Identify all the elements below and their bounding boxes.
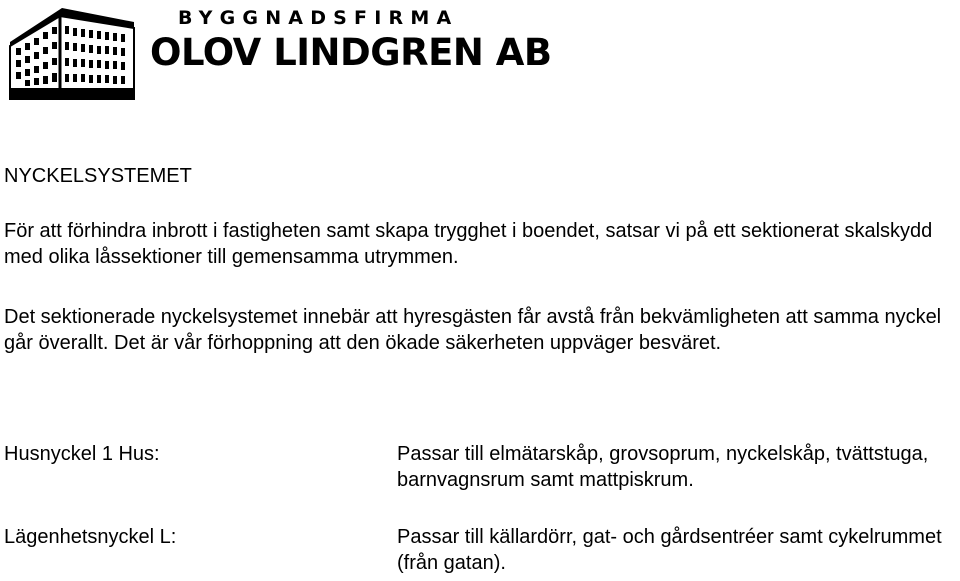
key-description-lagenhetsnyckel: Passar till källardörr, gat- och gårdsentréer samt cykelrummet (från gatan). bbox=[397, 526, 942, 574]
key-description-husnyckel: Passar till elmätarskåp, grovsoprum, nyckelskåp, tvättstuga, barnvagnsrum samt mattpiskrum. bbox=[397, 443, 929, 491]
page-title: NYCKELSYSTEMET bbox=[4, 165, 192, 187]
key-label-lagenhetsnyckel: Lägenhetsnyckel L: bbox=[4, 526, 177, 548]
building-icon bbox=[2, 2, 142, 100]
system-paragraph: Det sektionerade nyckelsystemet innebär att hyresgästen får avstå från bekvämligheten att samma nyckel går överallt. Det är vår förhoppning att den ökade säkerheten uppväger besväret. bbox=[4, 306, 942, 354]
company-name: OLOV LINDGREN AB bbox=[150, 31, 552, 74]
company-tagline: BYGGNADSFIRMA bbox=[178, 7, 459, 29]
key-label-husnyckel: Husnyckel 1 Hus: bbox=[4, 443, 160, 465]
intro-paragraph: För att förhindra inbrott i fastigheten samt skapa trygghet i boendet, satsar vi på ett sektionerat skalskydd med olika låssektioner till gemensamma utrymmen. bbox=[4, 220, 933, 268]
